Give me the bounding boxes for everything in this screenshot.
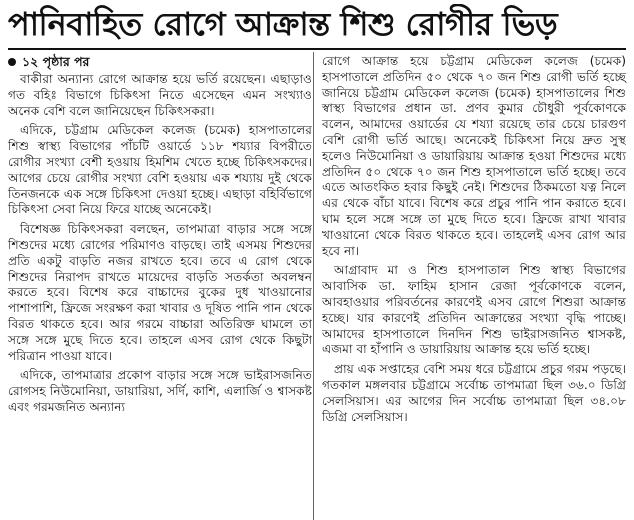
bullet-icon xyxy=(8,58,16,66)
headline-rule xyxy=(8,48,626,50)
paragraph: এদিকে, চট্টগ্রাম মেডিকেল কলেজ (চমেক) হাসপাতালের শিশু স্বাস্থ্য বিভাগের পাঁচটি ওয়ার্ডে ১১৮ শয্যার বিপরীতে রোগীর সংখ্যা বেশী হওয়ায় হিমশিম খেতে হচ্ছে চিকিৎসকদের। আগের চেয়ে রোগীর সংখ্যা বেশি হওয়ায় এক শয্যায় দুই থেকে তিনজনকে এক সঙ্গে চিকিৎসা দেওয়া হচ্ছে। এছাড়া বহির্বিভাগে চিকিৎসা সেবা নিয়ে ফিরে যাচ্ছে অনেকেই। xyxy=(8,123,312,217)
paragraph: বাকীরা অন্যান্য রোগে আক্রান্ত হয়ে ভর্তি রয়েছেন। এছাড়াও গত বহিঃ বিভাগে চিকিৎসা নিতে এসেছেন এমন সংখ্যাও অনেক বেশি বলে জানিয়েছেন চিকিৎসকরা। xyxy=(8,72,312,118)
column-divider xyxy=(313,52,314,520)
left-column xyxy=(8,54,312,425)
headline: পানিবাহিত রোগে আক্রান্ত শিশু রোগীর ভিড় xyxy=(8,5,558,43)
paragraph: বিশেষজ্ঞ চিকিৎসকরা বলছেন, তাপমাত্রা বাড়ার সঙ্গে সঙ্গে শিশুদের মধ্যে রোগের পরিমাণও বাড়ছে। তাই এসময় শিশুদের প্রতি একটু বাড়তি নজর রাখতে হবে। তবে এ রোগ থেকে শিশুদের নিরাপদ রাখতে মায়েদের বাড়তি সতর্কতা অবলম্বন করতে হবে। বিশেষ করে বাচ্চাদের বুকের দুধ খাওয়ানোর পাশাপাশি, ফ্রিজে সংরক্ষণ করা খাবার ও দূষিত পানি পান থেকে বিরত থাকতে হবে। আর গরমে বাচ্চারা অতিরিক্ত ঘামলে তা সঙ্গে সঙ্গে মুছে দিতে হবে। তাহলে এসব রোগ থেকে কিছুটা পরিত্রান পাওয়া যাবে। xyxy=(8,222,312,363)
continuation-marker xyxy=(8,54,312,70)
right-column xyxy=(322,54,626,425)
article-columns xyxy=(8,54,626,425)
jump-text: ১২ পৃষ্ঠার পর xyxy=(22,54,90,69)
paragraph: প্রায় এক সপ্তাহের বেশি সময় ধরে চট্টগ্রামে প্রচুর গরম পড়ছে। গতকাল মঙ্গলবার চট্টগ্রামে সর্বোচ্চ তাপমাত্রা ছিল ৩৬.০ ডিগ্রি সেলসিয়াস। এর আগের দিন সর্বোচ্চ তাপমাত্রা ছিল ৩৪.০৮ ডিগ্রি সেলসিয়াস। xyxy=(322,362,626,424)
paragraph: রোগে আক্রান্ত হয়ে চট্টগ্রাম মেডিকেল কলেজ (চমেক) হাসপাতালে প্রতিদিন ৫০ থেকে ৭০ জন শিশু রোগী ভর্তি হচ্ছে জানিয়ে চট্টগ্রাম মেডিকেল কলেজ (চমেক) হাসপাতালের শিশু স্বাস্থ্য বিভাগের প্রধান ডা. প্রণব কুমার চৌধুরী পূর্বকোণকে বলেন, আমাদের ওয়ার্ডের যে শয্যা রয়েছে তার চেয়ে চারগুণ বেশি রোগী ভর্তি আছে। অনেকেই চিকিৎসা নিয়ে দ্রুত সুস্থ হলেও নিউমোনিয়া ও ডায়ারিয়ায় আক্রান্ত হওয়া শিশুদের মধ্যে প্রতিদিন ৫০ থেকে ৭০ জন শিশু হাসপাতালে ভর্তি হচ্ছে। তবে এতে আতংকিত হবার কিছুই নেই। শিশুদের ঠিকমতো যত্ন নিলে এর থেকে বাঁচা যাবে। বিশেষ করে প্রচুর পানি পান করাতে হবে। ঘাম হলে সঙ্গে সঙ্গে তা মুছে দিতে হবে। ফ্রিজে রাখা খাবার খাওয়ানো থেকে বিরত থাকতে হবে। তাহলেই এসব রোগ আর হবে না। xyxy=(322,54,626,258)
paragraph: এদিকে, তাপমাত্রার প্রকোপ বাড়ার সঙ্গে সঙ্গে ভাইরাসজনিত রোগসহ নিউমোনিয়া, ডায়ারিয়া, সর্দি, কাশি, এলার্জি ও শ্বাসকষ্ট এবং গরমজনিত অন্যান্য xyxy=(8,368,312,414)
paragraph: আগ্রাবাদ মা ও শিশু হাসপাতাল শিশু স্বাস্থ্য বিভাগের আবাসিক ডা. ফাহিম হাসান রেজা পূর্বকোণকে বলেন, আবহাওয়ার পরিবর্তনের কারণেই এসব রোগে শিশুরা আক্রান্ত হচ্ছে। যার কারণেই প্রতিদিন আক্রান্তের সংখ্যা বৃদ্ধি পাচ্ছে। আমাদের হাসপাতালে দিনদিন শিশু ভাইরাসজনিত শ্বাসকষ্ট, এজমা বা হাঁপানি ও ডায়ারিয়ায় আক্রান্ত হয়ে ভর্তি হচ্ছে। xyxy=(322,263,626,357)
